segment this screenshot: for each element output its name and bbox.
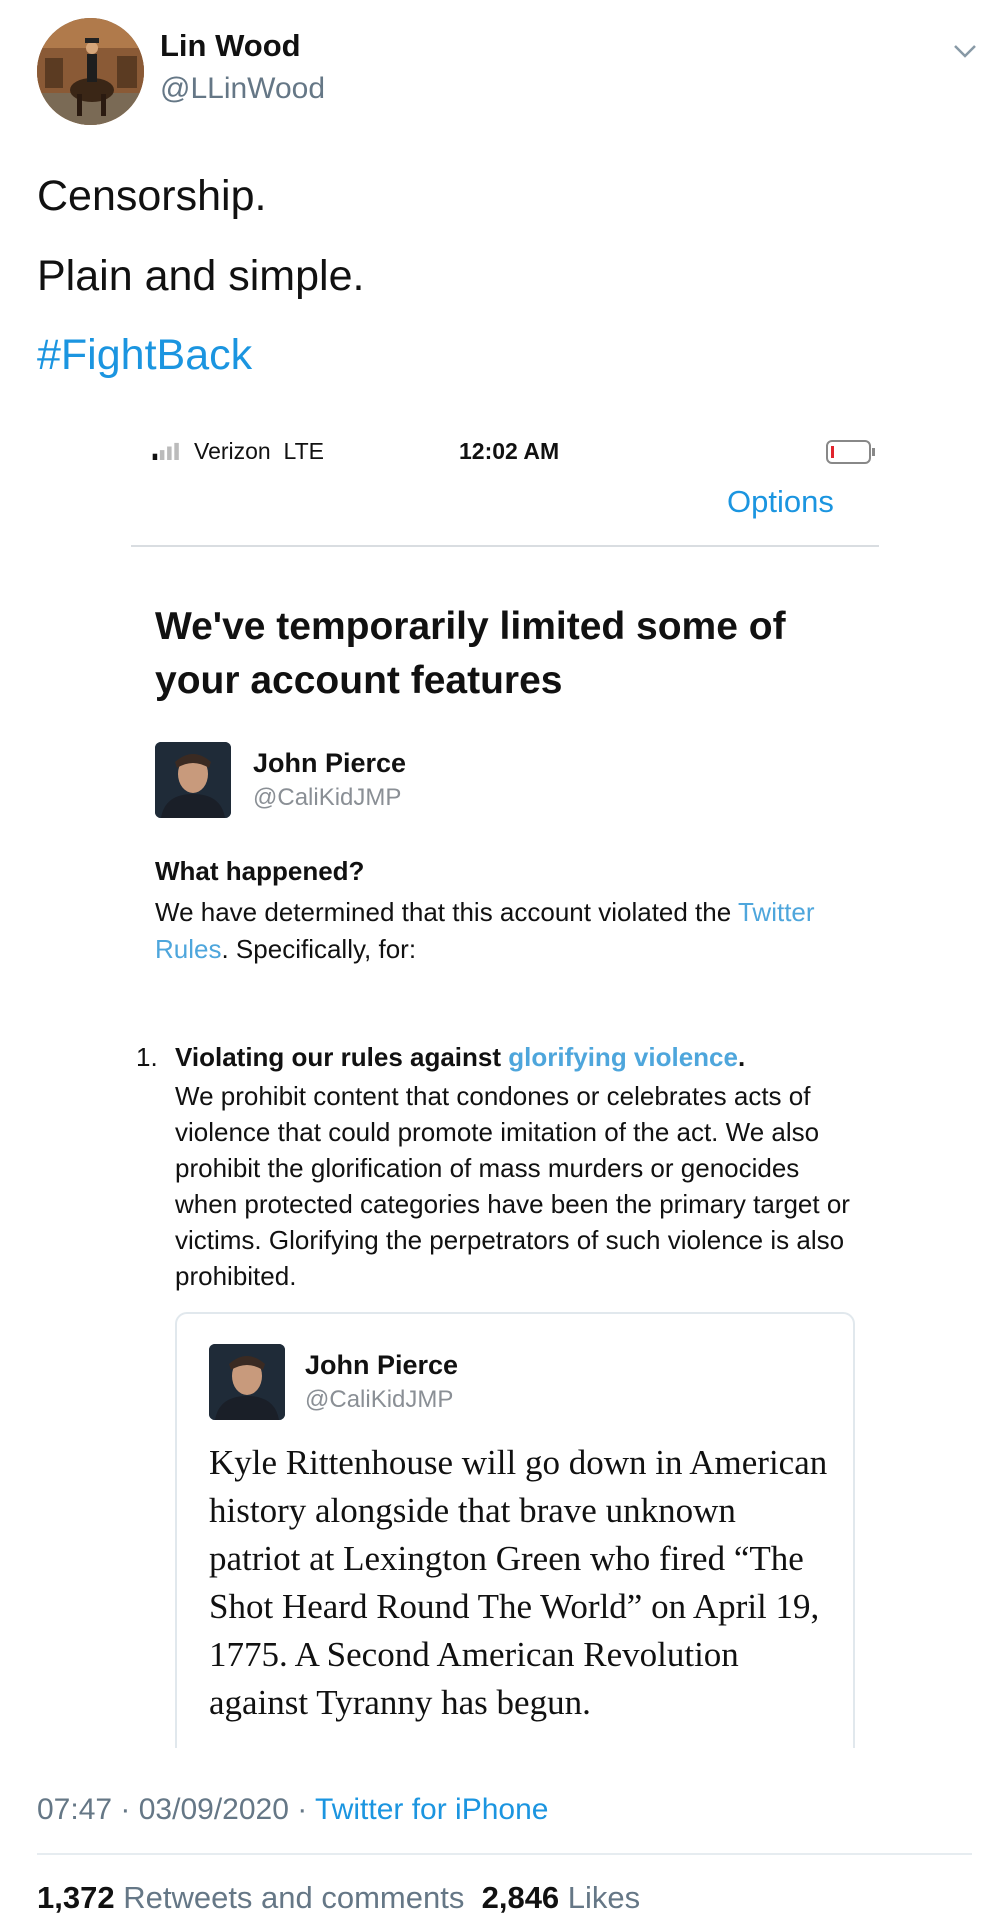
tweet-timestamp: 07:47 · 03/09/2020 · Twitter for iPhone — [37, 1793, 549, 1826]
embedded-user-name: John Pierce — [305, 1350, 459, 1380]
notice-heading: We've temporarily limited some of your account features — [155, 605, 786, 702]
twitter-rules-link[interactable]: Twitter Rules — [155, 897, 815, 964]
phone-status-bar — [141, 428, 875, 468]
embedded-user-handle: @CaliKidJMP — [305, 1386, 454, 1413]
chevron-down-icon[interactable] — [950, 36, 980, 66]
embedded-avatar — [209, 1344, 285, 1420]
tweet-line-2: Plain and simple. — [37, 252, 365, 300]
user-name: John Pierce — [253, 748, 407, 778]
client-link[interactable]: Twitter for iPhone — [315, 1793, 549, 1826]
header-divider — [131, 545, 879, 547]
violation-description: We prohibit content that condones or celebrates acts of violence that could promote imitation of the act. We also prohibit the glorification of mass murders or genocides when protected categories have been the primary target or victims. Glorifying the perpetrators of such violence is also prohibited. — [175, 1081, 850, 1291]
violation-title: Violating our rules against glorifying violence. — [175, 1042, 746, 1072]
violation-number: 1. — [136, 1042, 158, 1072]
tweet-date: 03/09/2020 — [138, 1793, 289, 1826]
author-photo — [37, 18, 144, 125]
embedded-tweet[interactable] — [175, 1312, 855, 1748]
author-avatar[interactable] — [37, 18, 144, 125]
signal-icon — [151, 442, 185, 460]
footer-divider — [37, 1853, 972, 1855]
tweet-line-1: Censorship. — [37, 172, 267, 220]
retweets-stat[interactable]: 1,372 Retweets and comments — [37, 1880, 465, 1915]
carrier-label: Verizon LTE — [194, 438, 324, 464]
likes-stat[interactable]: 2,846 Likes — [481, 1880, 641, 1915]
what-happened-heading: What happened? — [155, 856, 365, 886]
tweet-time: 07:47 — [37, 1793, 113, 1826]
glorifying-violence-link[interactable]: glorifying violence — [508, 1042, 738, 1072]
hashtag-link[interactable]: #FightBack — [37, 331, 253, 379]
embedded-tweet-text: Kyle Rittenhouse will go down in American history alongside that brave unknown patriot at Lexington Green who fired “The Shot Heard Round The World” on April 19, 1775. A Second American Revolution against Tyranny has begun. — [209, 1443, 828, 1722]
author-name[interactable]: Lin Wood — [160, 28, 301, 63]
attached-screenshot[interactable] — [131, 418, 885, 1748]
status-time: 12:02 AM — [459, 438, 560, 464]
user-handle: @CaliKidJMP — [253, 784, 402, 811]
user-avatar — [155, 742, 231, 818]
options-button[interactable]: Options — [727, 484, 834, 519]
engagement-stats — [37, 1880, 640, 1916]
battery-icon — [826, 440, 876, 464]
author-handle[interactable]: @LLinWood — [160, 72, 325, 105]
explanation-text: We have determined that this account violated the Twitter Rules. Specifically, for: — [155, 897, 815, 964]
